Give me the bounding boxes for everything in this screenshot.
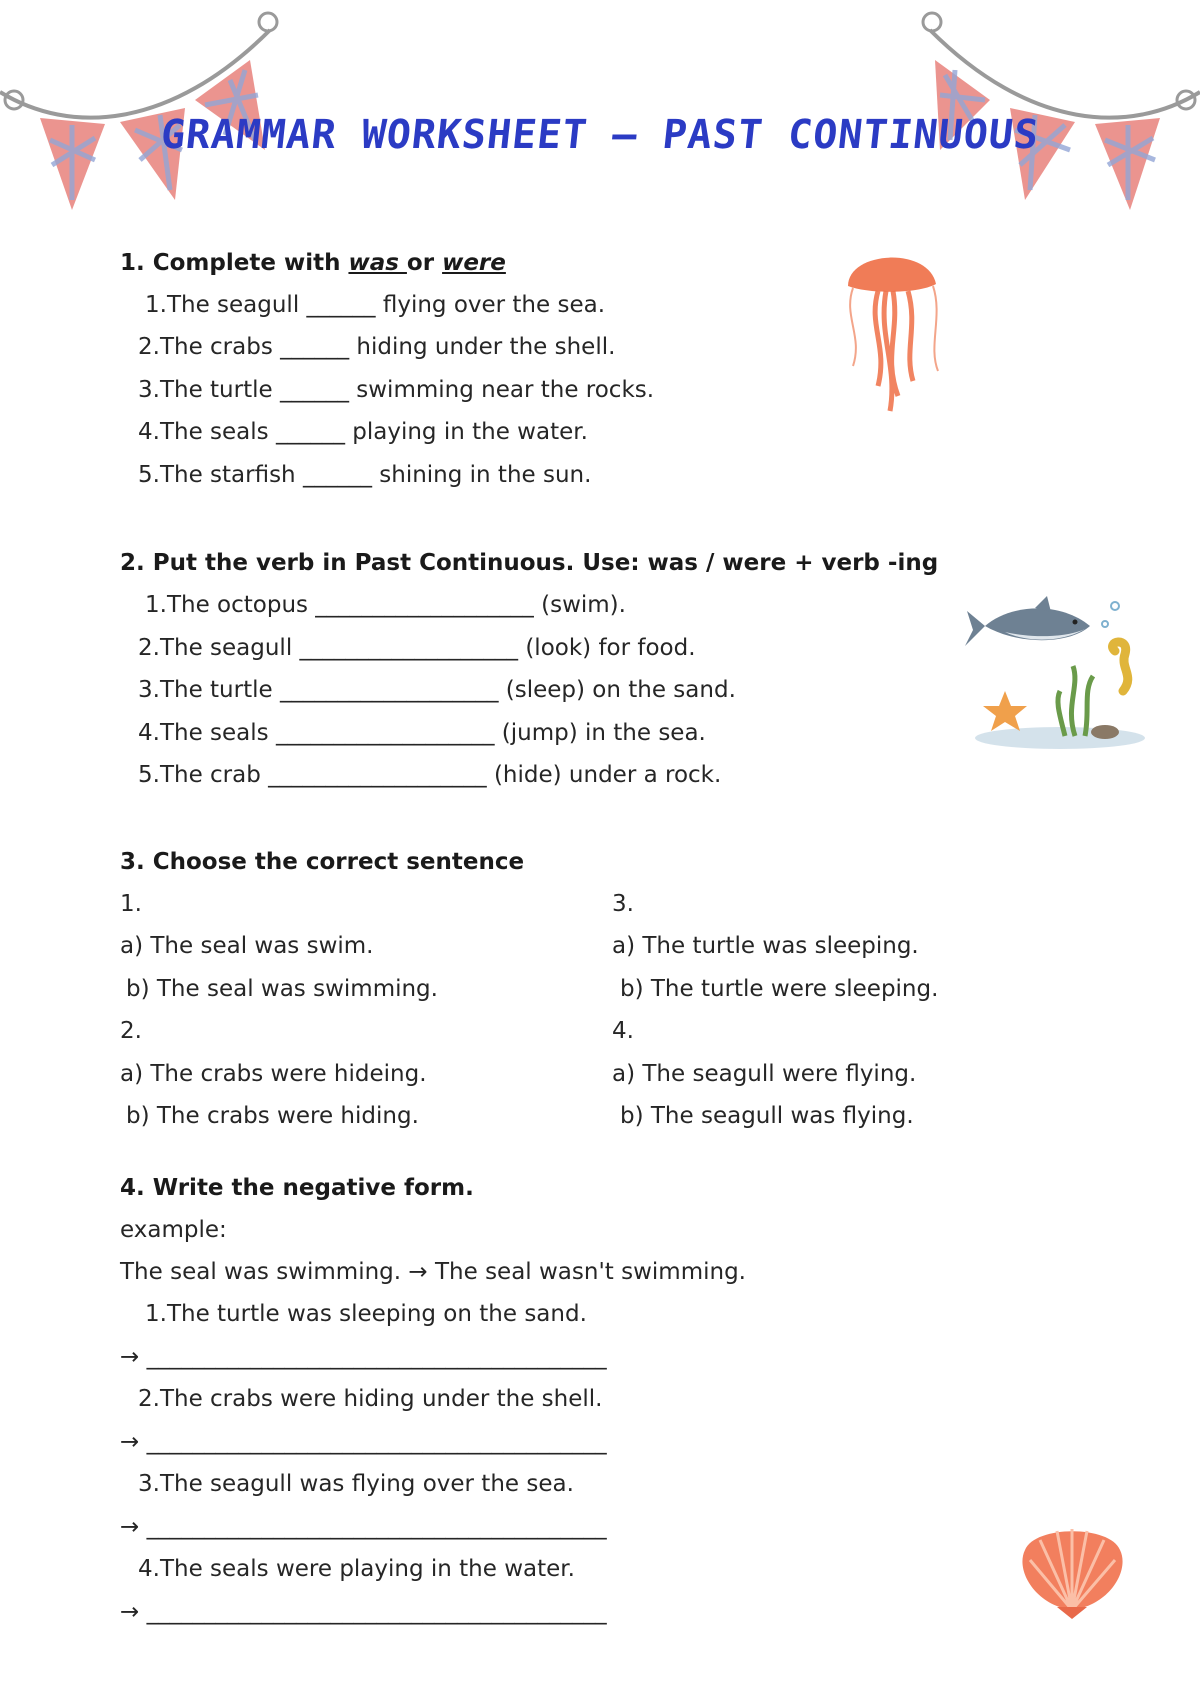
option-b[interactable]: b) The turtle were sleeping. (620, 976, 939, 1002)
example-label: example: (120, 1217, 227, 1243)
option-a[interactable]: a) The turtle was sleeping. (612, 933, 919, 959)
word-were: were (442, 250, 506, 276)
option-a[interactable]: a) The seagull were flying. (612, 1061, 917, 1087)
section-1-item: 1.The seagull ______ flying over the sea. (145, 292, 606, 318)
section-4-sentence: 3.The seagull was flying over the sea. (138, 1471, 574, 1497)
answer-line[interactable]: → ________________________________________ (120, 1514, 607, 1540)
answer-line[interactable]: → ________________________________________ (120, 1599, 607, 1625)
example-sentence: The seal was swimming. → The seal wasn't swimming. (120, 1259, 746, 1285)
seashell-icon (1015, 1515, 1130, 1620)
section-1-heading-text: 1. Complete with (120, 250, 349, 276)
section-1-item: 5.The starfish ______ shining in the sun. (138, 462, 592, 488)
sea-scene-icon (965, 596, 1145, 751)
option-b[interactable]: b) The seagull was flying. (620, 1103, 914, 1129)
page-title: GRAMMAR WORKSHEET – PAST CONTINUOUS (158, 112, 1042, 158)
word-was: was (348, 250, 407, 276)
section-1-heading (120, 250, 506, 276)
section-2-item: 2.The seagull ___________________ (look) for food. (138, 635, 696, 661)
option-b[interactable]: b) The crabs were hiding. (126, 1103, 419, 1129)
question-number: 4. (612, 1018, 634, 1044)
section-4-sentence: 1.The turtle was sleeping on the sand. (145, 1301, 587, 1327)
option-b[interactable]: b) The seal was swimming. (126, 976, 438, 1002)
jellyfish-icon (838, 246, 948, 416)
answer-line[interactable]: → ________________________________________ (120, 1429, 607, 1455)
option-a[interactable]: a) The crabs were hideing. (120, 1061, 427, 1087)
question-number: 2. (120, 1018, 142, 1044)
section-1-item: 2.The crabs ______ hiding under the shell. (138, 334, 616, 360)
section-4-sentence: 2.The crabs were hiding under the shell. (138, 1386, 603, 1412)
section-2-item: 1.The octopus ___________________ (swim). (145, 592, 626, 618)
section-2-item: 3.The turtle ___________________ (sleep) on the sand. (138, 677, 736, 703)
section-4-heading: 4. Write the negative form. (120, 1175, 474, 1201)
section-3-heading: 3. Choose the correct sentence (120, 849, 525, 875)
section-1-item: 4.The seals ______ playing in the water. (138, 419, 588, 445)
section-2-item: 4.The seals ___________________ (jump) in the sea. (138, 720, 706, 746)
question-number: 1. (120, 891, 142, 917)
answer-line[interactable]: → ________________________________________ (120, 1344, 607, 1370)
section-2-item: 5.The crab ___________________ (hide) under a rock. (138, 762, 722, 788)
option-a[interactable]: a) The seal was swim. (120, 933, 374, 959)
word-or: or (406, 250, 443, 276)
section-2-heading: 2. Put the verb in Past Continuous. Use: was / were + verb -ing (120, 550, 939, 576)
question-number: 3. (612, 891, 634, 917)
section-4-sentence: 4.The seals were playing in the water. (138, 1556, 575, 1582)
section-1-item: 3.The turtle ______ swimming near the rocks. (138, 377, 655, 403)
